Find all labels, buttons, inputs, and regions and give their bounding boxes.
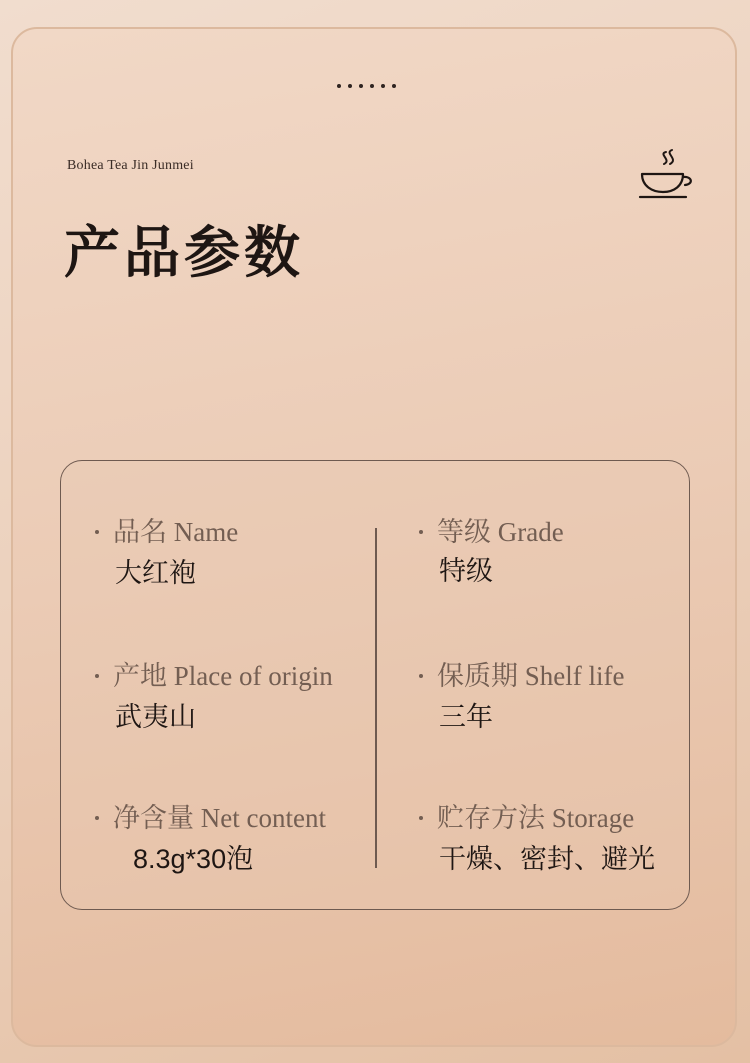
param-value: 特级: [439, 556, 493, 586]
param-grade: [419, 519, 564, 585]
bullet-icon: [95, 674, 99, 678]
brand-name: Bohea Tea Jin Junmei: [67, 158, 194, 173]
bullet-icon: [419, 674, 423, 678]
bullet-icon: [419, 530, 423, 534]
param-storage: [419, 805, 655, 873]
param-label: [419, 663, 624, 690]
param-label-text: 品名 Name: [113, 517, 239, 547]
bullet-icon: [419, 816, 423, 820]
dot: [370, 84, 374, 88]
param-shelf-life: [419, 663, 624, 731]
param-label-text: 贮存方法 Storage: [437, 803, 635, 833]
param-label-text: 保质期 Shelf life: [437, 661, 625, 691]
teacup-icon: [636, 148, 696, 202]
dot: [392, 84, 396, 88]
param-label: [95, 805, 326, 832]
column-divider: [375, 528, 377, 868]
dot: [337, 84, 341, 88]
param-name: [95, 519, 238, 587]
param-label: [419, 805, 655, 832]
dot: [381, 84, 385, 88]
param-value: 三年: [439, 702, 493, 732]
param-origin: [95, 663, 333, 731]
param-value: 8.3g*30泡: [133, 844, 254, 874]
param-label: [95, 663, 333, 690]
param-label: [419, 519, 564, 546]
param-net-content: [95, 805, 326, 873]
param-value: 干燥、密封、避光: [439, 844, 655, 874]
param-label: [95, 519, 238, 546]
page-title: 产品参数: [64, 223, 304, 285]
param-value: 大红袍: [115, 558, 196, 588]
bullet-icon: [95, 816, 99, 820]
param-label-text: 净含量 Net content: [113, 803, 326, 833]
dot: [359, 84, 363, 88]
dot: [348, 84, 352, 88]
bullet-icon: [95, 530, 99, 534]
param-label-text: 等级 Grade: [437, 517, 564, 547]
param-label-text: 产地 Place of origin: [113, 661, 333, 691]
param-value: 武夷山: [115, 702, 196, 732]
dots-decoration: [337, 84, 396, 88]
